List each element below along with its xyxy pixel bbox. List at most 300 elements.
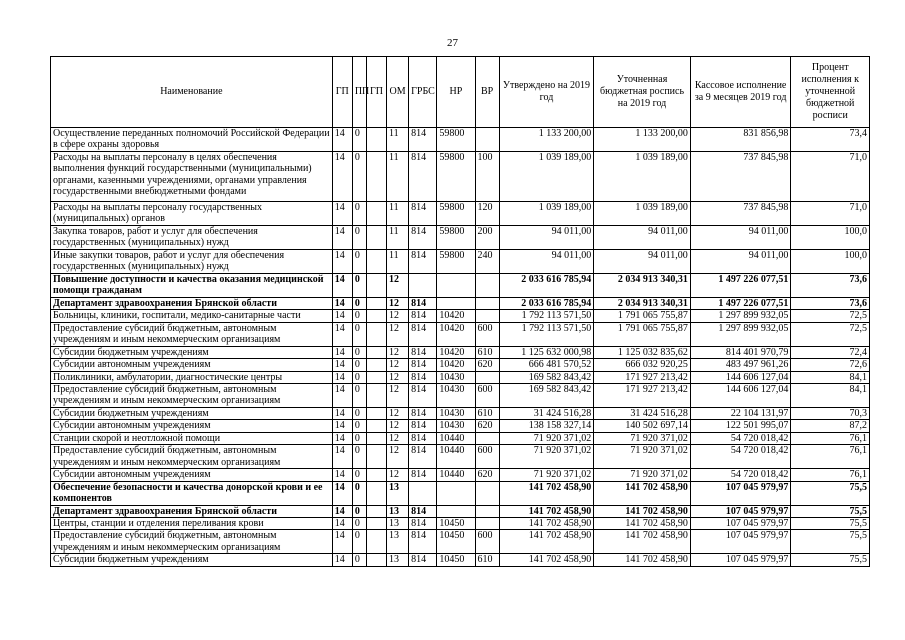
cell-approved: 141 702 458,90 bbox=[499, 554, 594, 566]
cell-approved: 141 702 458,90 bbox=[499, 530, 594, 554]
cell-vr: 620 bbox=[475, 469, 499, 481]
cell-grbs: 814 bbox=[409, 371, 437, 383]
cell-om: 11 bbox=[387, 152, 409, 202]
cell-vr: 120 bbox=[475, 202, 499, 226]
table-row bbox=[51, 530, 870, 554]
cell-om: 12 bbox=[387, 408, 409, 420]
cell-pp: 0 bbox=[352, 408, 366, 420]
cell-name: Станции скорой и неотложной помощи bbox=[51, 432, 333, 444]
cell-gp: 14 bbox=[332, 152, 352, 202]
cell-percent: 70,3 bbox=[791, 408, 870, 420]
cell-cash: 1 297 899 932,05 bbox=[690, 310, 791, 322]
cell-cash: 1 497 226 077,51 bbox=[690, 298, 791, 310]
cell-om: 12 bbox=[387, 420, 409, 432]
cell-refined: 31 424 516,28 bbox=[594, 408, 691, 420]
cell-vr: 200 bbox=[475, 226, 499, 250]
cell-gp: 14 bbox=[332, 310, 352, 322]
cell-gp: 14 bbox=[332, 481, 352, 505]
table-row bbox=[51, 432, 870, 444]
cell-om: 12 bbox=[387, 432, 409, 444]
cell-pp: 0 bbox=[352, 420, 366, 432]
col-header-grbs: ГРБС bbox=[409, 57, 437, 128]
cell-pp: 0 bbox=[352, 371, 366, 383]
cell-percent: 75,5 bbox=[791, 481, 870, 505]
cell-refined: 666 032 920,25 bbox=[594, 359, 691, 371]
cell-percent: 76,1 bbox=[791, 432, 870, 444]
cell-percent: 100,0 bbox=[791, 226, 870, 250]
cell-nr: 10450 bbox=[437, 530, 475, 554]
cell-gp2 bbox=[366, 432, 386, 444]
cell-vr: 610 bbox=[475, 346, 499, 358]
cell-pp: 0 bbox=[352, 359, 366, 371]
cell-gp2 bbox=[366, 322, 386, 346]
cell-refined: 1 039 189,00 bbox=[594, 152, 691, 202]
cell-nr: 10430 bbox=[437, 420, 475, 432]
cell-gp2 bbox=[366, 481, 386, 505]
cell-gp2 bbox=[366, 469, 386, 481]
cell-nr: 10440 bbox=[437, 469, 475, 481]
table-row bbox=[51, 298, 870, 310]
cell-pp: 0 bbox=[352, 322, 366, 346]
cell-refined: 1 133 200,00 bbox=[594, 128, 691, 152]
cell-vr bbox=[475, 505, 499, 517]
table-header-row bbox=[51, 57, 870, 128]
cell-grbs: 814 bbox=[409, 518, 437, 530]
cell-vr: 600 bbox=[475, 384, 499, 408]
cell-name: Предоставление субсидий бюджетным, автономным учреждениям и иным некоммерческим организациям bbox=[51, 322, 333, 346]
cell-grbs bbox=[409, 274, 437, 298]
col-header-om: ОМ bbox=[387, 57, 409, 128]
table-row bbox=[51, 274, 870, 298]
cell-nr bbox=[437, 274, 475, 298]
cell-pp: 0 bbox=[352, 202, 366, 226]
cell-om: 13 bbox=[387, 518, 409, 530]
cell-om: 11 bbox=[387, 250, 409, 274]
cell-pp: 0 bbox=[352, 226, 366, 250]
cell-grbs: 814 bbox=[409, 322, 437, 346]
cell-name: Департамент здравоохранения Брянской области bbox=[51, 505, 333, 517]
cell-name: Субсидии бюджетным учреждениям bbox=[51, 408, 333, 420]
cell-refined: 2 034 913 340,31 bbox=[594, 274, 691, 298]
cell-nr: 10430 bbox=[437, 408, 475, 420]
cell-name: Расходы на выплаты персоналу в целях обеспечения выполнения функций государственными (муниципальными) органами, казенными учреждениями, органами управления государственными внебюджетными фондами bbox=[51, 152, 333, 202]
cell-vr: 610 bbox=[475, 408, 499, 420]
cell-gp: 14 bbox=[332, 274, 352, 298]
cell-cash: 107 045 979,97 bbox=[690, 518, 791, 530]
cell-grbs: 814 bbox=[409, 530, 437, 554]
cell-name: Субсидии бюджетным учреждениям bbox=[51, 346, 333, 358]
cell-vr: 600 bbox=[475, 322, 499, 346]
cell-percent: 84,1 bbox=[791, 384, 870, 408]
cell-approved: 94 011,00 bbox=[499, 250, 594, 274]
cell-nr: 10420 bbox=[437, 322, 475, 346]
cell-cash: 737 845,98 bbox=[690, 152, 791, 202]
col-header-cash: Кассовое исполнение за 9 месяцев 2019 год bbox=[690, 57, 791, 128]
cell-cash: 144 606 127,04 bbox=[690, 371, 791, 383]
cell-cash: 831 856,98 bbox=[690, 128, 791, 152]
cell-name: Центры, станции и отделения переливания крови bbox=[51, 518, 333, 530]
cell-name: Поликлиники, амбулатории, диагностические центры bbox=[51, 371, 333, 383]
cell-name: Субсидии автономным учреждениям bbox=[51, 469, 333, 481]
cell-grbs: 814 bbox=[409, 202, 437, 226]
cell-gp2 bbox=[366, 226, 386, 250]
cell-percent: 73,4 bbox=[791, 128, 870, 152]
cell-gp2 bbox=[366, 310, 386, 322]
cell-percent: 72,4 bbox=[791, 346, 870, 358]
cell-grbs: 814 bbox=[409, 420, 437, 432]
cell-refined: 141 702 458,90 bbox=[594, 518, 691, 530]
cell-nr: 10420 bbox=[437, 359, 475, 371]
cell-refined: 141 702 458,90 bbox=[594, 530, 691, 554]
cell-om: 12 bbox=[387, 359, 409, 371]
cell-cash: 54 720 018,42 bbox=[690, 445, 791, 469]
cell-name: Предоставление субсидий бюджетным, автономным учреждениям и иным некоммерческим организациям bbox=[51, 530, 333, 554]
cell-approved: 141 702 458,90 bbox=[499, 481, 594, 505]
cell-gp: 14 bbox=[332, 518, 352, 530]
cell-approved: 141 702 458,90 bbox=[499, 518, 594, 530]
cell-percent: 76,1 bbox=[791, 445, 870, 469]
cell-refined: 171 927 213,42 bbox=[594, 371, 691, 383]
cell-vr bbox=[475, 518, 499, 530]
cell-refined: 140 502 697,14 bbox=[594, 420, 691, 432]
cell-name: Департамент здравоохранения Брянской области bbox=[51, 298, 333, 310]
cell-pp: 0 bbox=[352, 250, 366, 274]
cell-vr bbox=[475, 298, 499, 310]
cell-percent: 75,5 bbox=[791, 530, 870, 554]
cell-nr: 10440 bbox=[437, 432, 475, 444]
cell-gp2 bbox=[366, 384, 386, 408]
cell-gp: 14 bbox=[332, 408, 352, 420]
cell-name: Субсидии бюджетным учреждениям bbox=[51, 554, 333, 566]
cell-cash: 1 497 226 077,51 bbox=[690, 274, 791, 298]
cell-grbs: 814 bbox=[409, 298, 437, 310]
cell-name: Обеспечение безопасности и качества донорской крови и ее компонентов bbox=[51, 481, 333, 505]
cell-gp2 bbox=[366, 530, 386, 554]
cell-name: Предоставление субсидий бюджетным, автономным учреждениям и иным некоммерческим организациям bbox=[51, 384, 333, 408]
cell-name: Закупка товаров, работ и услуг для обеспечения государственных (муниципальных) нужд bbox=[51, 226, 333, 250]
cell-grbs: 814 bbox=[409, 432, 437, 444]
cell-nr: 59800 bbox=[437, 128, 475, 152]
cell-cash: 107 045 979,97 bbox=[690, 505, 791, 517]
cell-nr: 10430 bbox=[437, 371, 475, 383]
cell-pp: 0 bbox=[352, 152, 366, 202]
cell-cash: 814 401 970,79 bbox=[690, 346, 791, 358]
cell-cash: 483 497 961,26 bbox=[690, 359, 791, 371]
cell-name: Субсидии автономным учреждениям bbox=[51, 359, 333, 371]
cell-om: 12 bbox=[387, 298, 409, 310]
cell-grbs: 814 bbox=[409, 250, 437, 274]
cell-gp: 14 bbox=[332, 322, 352, 346]
cell-grbs: 814 bbox=[409, 226, 437, 250]
cell-om: 12 bbox=[387, 469, 409, 481]
cell-cash: 107 045 979,97 bbox=[690, 554, 791, 566]
cell-gp: 14 bbox=[332, 250, 352, 274]
table-row bbox=[51, 128, 870, 152]
cell-gp: 14 bbox=[332, 202, 352, 226]
cell-pp: 0 bbox=[352, 505, 366, 517]
cell-gp: 14 bbox=[332, 469, 352, 481]
cell-approved: 2 033 616 785,94 bbox=[499, 274, 594, 298]
cell-grbs bbox=[409, 481, 437, 505]
cell-nr: 10440 bbox=[437, 445, 475, 469]
cell-nr bbox=[437, 298, 475, 310]
cell-vr bbox=[475, 310, 499, 322]
cell-vr bbox=[475, 432, 499, 444]
cell-om: 12 bbox=[387, 274, 409, 298]
cell-cash: 22 104 131,97 bbox=[690, 408, 791, 420]
cell-nr: 10420 bbox=[437, 346, 475, 358]
cell-refined: 2 034 913 340,31 bbox=[594, 298, 691, 310]
table-row bbox=[51, 384, 870, 408]
table-row bbox=[51, 152, 870, 202]
cell-gp2 bbox=[366, 359, 386, 371]
cell-vr: 600 bbox=[475, 445, 499, 469]
page-number: 27 bbox=[447, 37, 458, 49]
cell-grbs: 814 bbox=[409, 152, 437, 202]
table-row bbox=[51, 505, 870, 517]
table-row bbox=[51, 359, 870, 371]
cell-grbs: 814 bbox=[409, 554, 437, 566]
cell-cash: 54 720 018,42 bbox=[690, 432, 791, 444]
cell-grbs: 814 bbox=[409, 408, 437, 420]
cell-vr: 240 bbox=[475, 250, 499, 274]
cell-refined: 1 791 065 755,87 bbox=[594, 322, 691, 346]
col-header-gp: ГП bbox=[332, 57, 352, 128]
cell-name: Предоставление субсидий бюджетным, автономным учреждениям и иным некоммерческим организациям bbox=[51, 445, 333, 469]
col-header-nr: НР bbox=[437, 57, 475, 128]
cell-approved: 71 920 371,02 bbox=[499, 432, 594, 444]
cell-percent: 72,5 bbox=[791, 310, 870, 322]
cell-approved: 169 582 843,42 bbox=[499, 371, 594, 383]
cell-name: Повышение доступности и качества оказания медицинской помощи гражданам bbox=[51, 274, 333, 298]
cell-percent: 73,6 bbox=[791, 274, 870, 298]
cell-cash: 1 297 899 932,05 bbox=[690, 322, 791, 346]
cell-cash: 144 606 127,04 bbox=[690, 384, 791, 408]
cell-vr bbox=[475, 128, 499, 152]
cell-om: 13 bbox=[387, 554, 409, 566]
cell-om: 12 bbox=[387, 322, 409, 346]
cell-gp2 bbox=[366, 518, 386, 530]
cell-pp: 0 bbox=[352, 346, 366, 358]
cell-vr: 600 bbox=[475, 530, 499, 554]
cell-pp: 0 bbox=[352, 432, 366, 444]
cell-gp2 bbox=[366, 445, 386, 469]
cell-gp: 14 bbox=[332, 226, 352, 250]
cell-cash: 94 011,00 bbox=[690, 250, 791, 274]
cell-pp: 0 bbox=[352, 384, 366, 408]
table-row bbox=[51, 445, 870, 469]
col-header-vr: ВР bbox=[475, 57, 499, 128]
cell-name: Расходы на выплаты персоналу государственных (муниципальных) органов bbox=[51, 202, 333, 226]
cell-vr bbox=[475, 371, 499, 383]
table-row bbox=[51, 408, 870, 420]
col-header-percent: Процент исполнения к уточненной бюджетной росписи bbox=[791, 57, 870, 128]
cell-gp2 bbox=[366, 408, 386, 420]
cell-om: 12 bbox=[387, 371, 409, 383]
cell-approved: 2 033 616 785,94 bbox=[499, 298, 594, 310]
cell-refined: 1 039 189,00 bbox=[594, 202, 691, 226]
cell-cash: 737 845,98 bbox=[690, 202, 791, 226]
cell-nr: 59800 bbox=[437, 152, 475, 202]
cell-approved: 1 792 113 571,50 bbox=[499, 322, 594, 346]
table-row bbox=[51, 346, 870, 358]
cell-gp2 bbox=[366, 274, 386, 298]
cell-percent: 100,0 bbox=[791, 250, 870, 274]
cell-cash: 107 045 979,97 bbox=[690, 481, 791, 505]
cell-gp: 14 bbox=[332, 432, 352, 444]
cell-approved: 1 792 113 571,50 bbox=[499, 310, 594, 322]
budget-table bbox=[50, 56, 870, 567]
cell-refined: 141 702 458,90 bbox=[594, 554, 691, 566]
cell-approved: 141 702 458,90 bbox=[499, 505, 594, 517]
cell-cash: 54 720 018,42 bbox=[690, 469, 791, 481]
cell-nr: 10450 bbox=[437, 518, 475, 530]
cell-approved: 1 039 189,00 bbox=[499, 152, 594, 202]
cell-gp: 14 bbox=[332, 505, 352, 517]
cell-percent: 72,5 bbox=[791, 322, 870, 346]
cell-gp: 14 bbox=[332, 346, 352, 358]
cell-gp: 14 bbox=[332, 371, 352, 383]
cell-percent: 75,5 bbox=[791, 505, 870, 517]
cell-name: Больницы, клиники, госпитали, медико-санитарные части bbox=[51, 310, 333, 322]
cell-vr bbox=[475, 274, 499, 298]
cell-vr: 620 bbox=[475, 420, 499, 432]
cell-approved: 666 481 570,52 bbox=[499, 359, 594, 371]
cell-gp2 bbox=[366, 505, 386, 517]
cell-gp: 14 bbox=[332, 128, 352, 152]
cell-pp: 0 bbox=[352, 518, 366, 530]
cell-gp2 bbox=[366, 371, 386, 383]
cell-gp2 bbox=[366, 298, 386, 310]
cell-grbs: 814 bbox=[409, 346, 437, 358]
cell-nr: 10420 bbox=[437, 310, 475, 322]
cell-gp2 bbox=[366, 250, 386, 274]
col-header-name: Наименование bbox=[51, 57, 333, 128]
cell-gp: 14 bbox=[332, 530, 352, 554]
cell-approved: 71 920 371,02 bbox=[499, 445, 594, 469]
cell-nr: 10450 bbox=[437, 554, 475, 566]
cell-grbs: 814 bbox=[409, 469, 437, 481]
cell-percent: 84,1 bbox=[791, 371, 870, 383]
cell-nr: 59800 bbox=[437, 250, 475, 274]
cell-name: Осуществление переданных полномочий Российской Федерации в сфере охраны здоровья bbox=[51, 128, 333, 152]
cell-om: 11 bbox=[387, 128, 409, 152]
table-row bbox=[51, 469, 870, 481]
cell-gp: 14 bbox=[332, 298, 352, 310]
cell-pp: 0 bbox=[352, 530, 366, 554]
cell-cash: 122 501 995,07 bbox=[690, 420, 791, 432]
cell-approved: 1 125 632 000,98 bbox=[499, 346, 594, 358]
cell-grbs: 814 bbox=[409, 310, 437, 322]
cell-om: 13 bbox=[387, 481, 409, 505]
col-header-gp2: ГП bbox=[366, 57, 386, 128]
cell-pp: 0 bbox=[352, 128, 366, 152]
cell-percent: 73,6 bbox=[791, 298, 870, 310]
cell-gp2 bbox=[366, 152, 386, 202]
cell-om: 11 bbox=[387, 202, 409, 226]
cell-pp: 0 bbox=[352, 554, 366, 566]
cell-name: Субсидии автономным учреждениям bbox=[51, 420, 333, 432]
table-row bbox=[51, 420, 870, 432]
cell-gp2 bbox=[366, 202, 386, 226]
cell-percent: 71,0 bbox=[791, 202, 870, 226]
table-row bbox=[51, 322, 870, 346]
cell-approved: 94 011,00 bbox=[499, 226, 594, 250]
cell-pp: 0 bbox=[352, 274, 366, 298]
cell-gp2 bbox=[366, 554, 386, 566]
cell-approved: 138 158 327,14 bbox=[499, 420, 594, 432]
cell-gp2 bbox=[366, 420, 386, 432]
cell-pp: 0 bbox=[352, 481, 366, 505]
cell-gp: 14 bbox=[332, 420, 352, 432]
table-row bbox=[51, 371, 870, 383]
cell-name: Иные закупки товаров, работ и услуг для обеспечения государственных (муниципальных) нужд bbox=[51, 250, 333, 274]
cell-pp: 0 bbox=[352, 298, 366, 310]
cell-approved: 1 133 200,00 bbox=[499, 128, 594, 152]
cell-percent: 75,5 bbox=[791, 554, 870, 566]
cell-percent: 87,2 bbox=[791, 420, 870, 432]
cell-om: 12 bbox=[387, 445, 409, 469]
cell-om: 11 bbox=[387, 226, 409, 250]
cell-gp: 14 bbox=[332, 384, 352, 408]
cell-refined: 141 702 458,90 bbox=[594, 505, 691, 517]
cell-refined: 1 791 065 755,87 bbox=[594, 310, 691, 322]
cell-refined: 1 125 032 835,62 bbox=[594, 346, 691, 358]
cell-grbs: 814 bbox=[409, 505, 437, 517]
cell-gp: 14 bbox=[332, 445, 352, 469]
cell-om: 13 bbox=[387, 530, 409, 554]
table-row bbox=[51, 518, 870, 530]
cell-grbs: 814 bbox=[409, 445, 437, 469]
table-row bbox=[51, 481, 870, 505]
cell-refined: 71 920 371,02 bbox=[594, 445, 691, 469]
cell-percent: 75,5 bbox=[791, 518, 870, 530]
cell-cash: 107 045 979,97 bbox=[690, 530, 791, 554]
cell-om: 12 bbox=[387, 384, 409, 408]
cell-grbs: 814 bbox=[409, 359, 437, 371]
table-row bbox=[51, 202, 870, 226]
cell-approved: 1 039 189,00 bbox=[499, 202, 594, 226]
cell-nr: 10430 bbox=[437, 384, 475, 408]
cell-gp2 bbox=[366, 346, 386, 358]
cell-pp: 0 bbox=[352, 445, 366, 469]
cell-om: 13 bbox=[387, 505, 409, 517]
cell-nr bbox=[437, 481, 475, 505]
table-row bbox=[51, 226, 870, 250]
cell-pp: 0 bbox=[352, 469, 366, 481]
cell-approved: 169 582 843,42 bbox=[499, 384, 594, 408]
cell-refined: 141 702 458,90 bbox=[594, 481, 691, 505]
cell-refined: 71 920 371,02 bbox=[594, 432, 691, 444]
cell-gp: 14 bbox=[332, 359, 352, 371]
cell-approved: 71 920 371,02 bbox=[499, 469, 594, 481]
cell-om: 12 bbox=[387, 310, 409, 322]
cell-vr: 620 bbox=[475, 359, 499, 371]
col-header-pp: ПП bbox=[352, 57, 366, 128]
cell-percent: 76,1 bbox=[791, 469, 870, 481]
table-row bbox=[51, 554, 870, 566]
cell-approved: 31 424 516,28 bbox=[499, 408, 594, 420]
cell-nr: 59800 bbox=[437, 202, 475, 226]
table-row bbox=[51, 310, 870, 322]
cell-percent: 72,6 bbox=[791, 359, 870, 371]
table-row bbox=[51, 250, 870, 274]
cell-vr bbox=[475, 481, 499, 505]
cell-grbs: 814 bbox=[409, 384, 437, 408]
cell-vr: 100 bbox=[475, 152, 499, 202]
cell-nr: 59800 bbox=[437, 226, 475, 250]
cell-cash: 94 011,00 bbox=[690, 226, 791, 250]
